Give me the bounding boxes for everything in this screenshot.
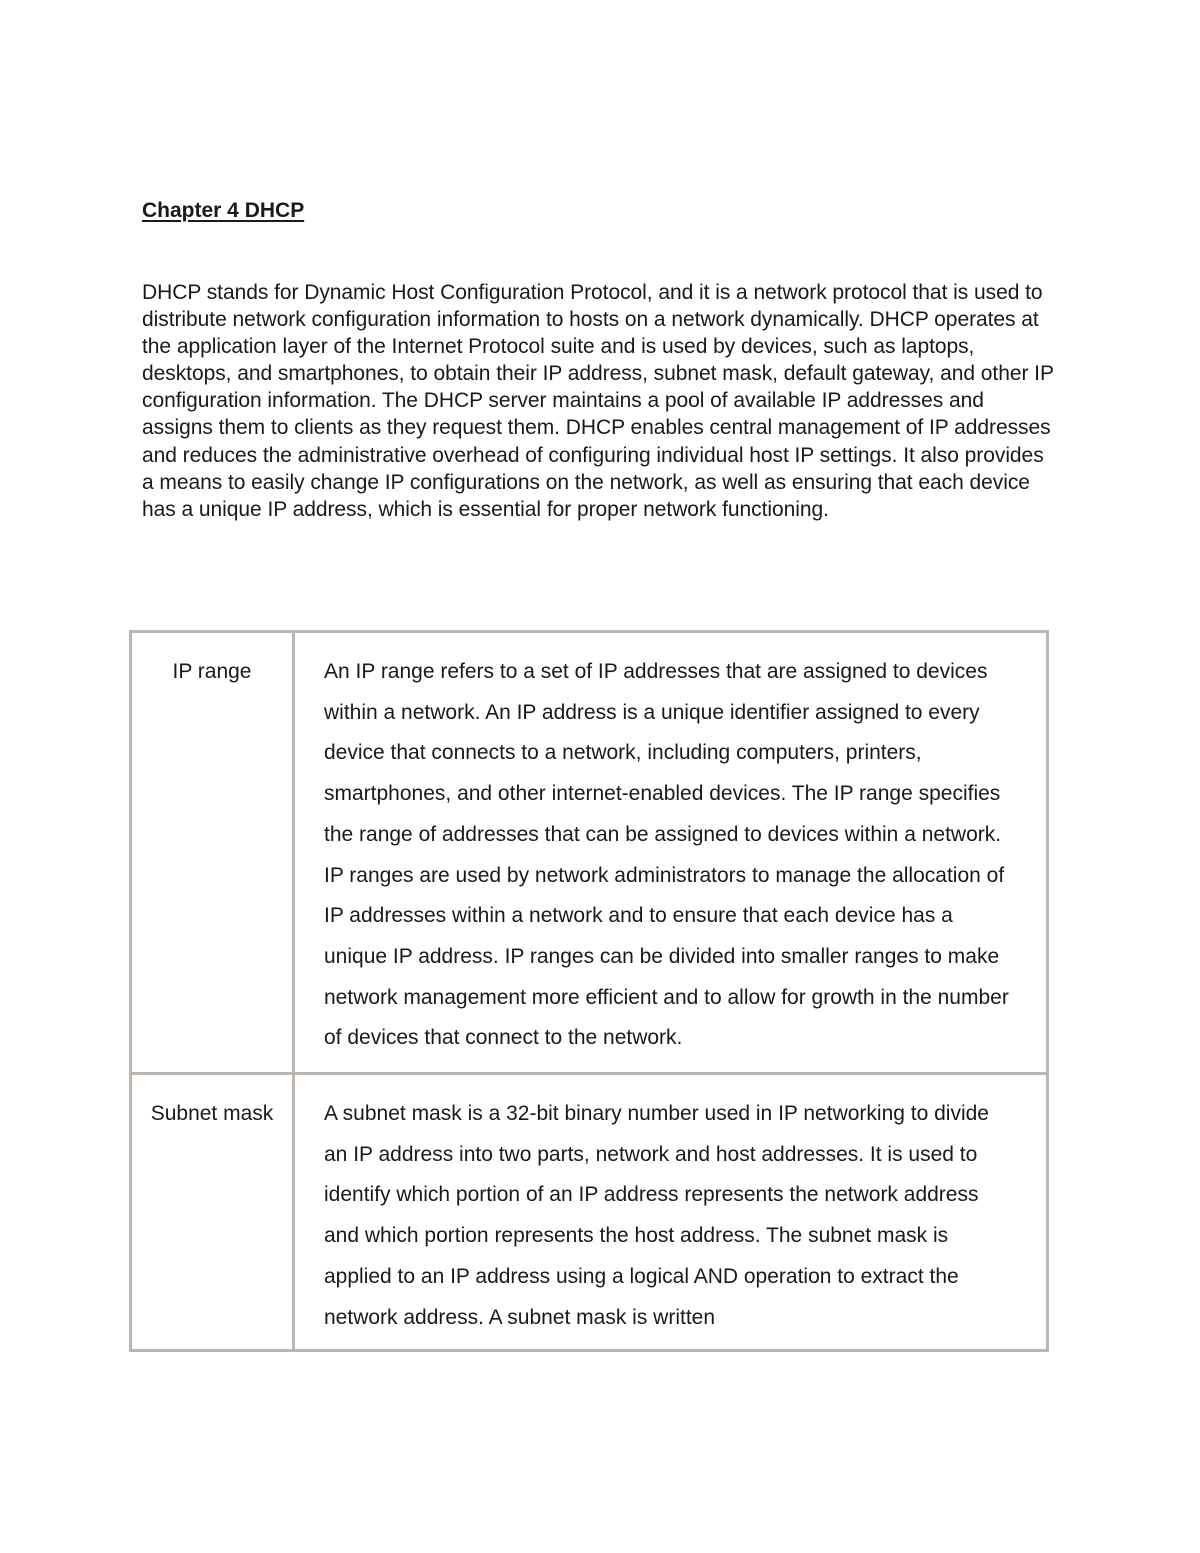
- term-cell-subnet-mask: Subnet mask: [131, 1074, 294, 1351]
- definitions-table: [129, 630, 1049, 1352]
- table-row: [131, 1074, 1048, 1351]
- intro-paragraph: DHCP stands for Dynamic Host Configuration Protocol, and it is a network protocol that is used to distribute network configuration information to hosts on a network dynamically. DHCP operates at the application layer of the Internet Protocol suite and is used by devices, such as laptops, desktops, and smartphones, to obtain their IP address, subnet mask, default gateway, and other IP configuration information. The DHCP server maintains a pool of available IP addresses and assigns them to clients as they request them. DHCP enables central management of IP addresses and reduces the administrative overhead of configuring individual host IP settings. It also provides a means to easily change IP configurations on the network, as well as ensuring that each device has a unique IP address, which is essential for proper network functioning.: [142, 281, 1054, 521]
- table-row: [131, 632, 1048, 1074]
- chapter-title: Chapter 4 DHCP: [142, 199, 305, 222]
- definition-cell-ip-range: An IP range refers to a set of IP addresses that are assigned to devices within a network. An IP address is a unique identifier assigned to every device that connects to a network, including computers, printers, smartphones, and other internet-enabled devices. The IP range specifies the range of addresses that can be assigned to devices within a network. IP ranges are used by network administrators to manage the allocation of IP addresses within a network and to ensure that each device has a unique IP address. IP ranges can be divided into smaller ranges to make network management more efficient and to allow for growth in the number of devices that connect to the network.: [294, 632, 1048, 1074]
- term-cell-ip-range: IP range: [131, 632, 294, 1074]
- definition-cell-subnet-mask: A subnet mask is a 32-bit binary number used in IP networking to divide an IP address into two parts, network and host addresses. It is used to identify which portion of an IP address represents the network address and which portion represents the host address. The subnet mask is applied to an IP address using a logical AND operation to extract the network address. A subnet mask is written: [294, 1074, 1048, 1351]
